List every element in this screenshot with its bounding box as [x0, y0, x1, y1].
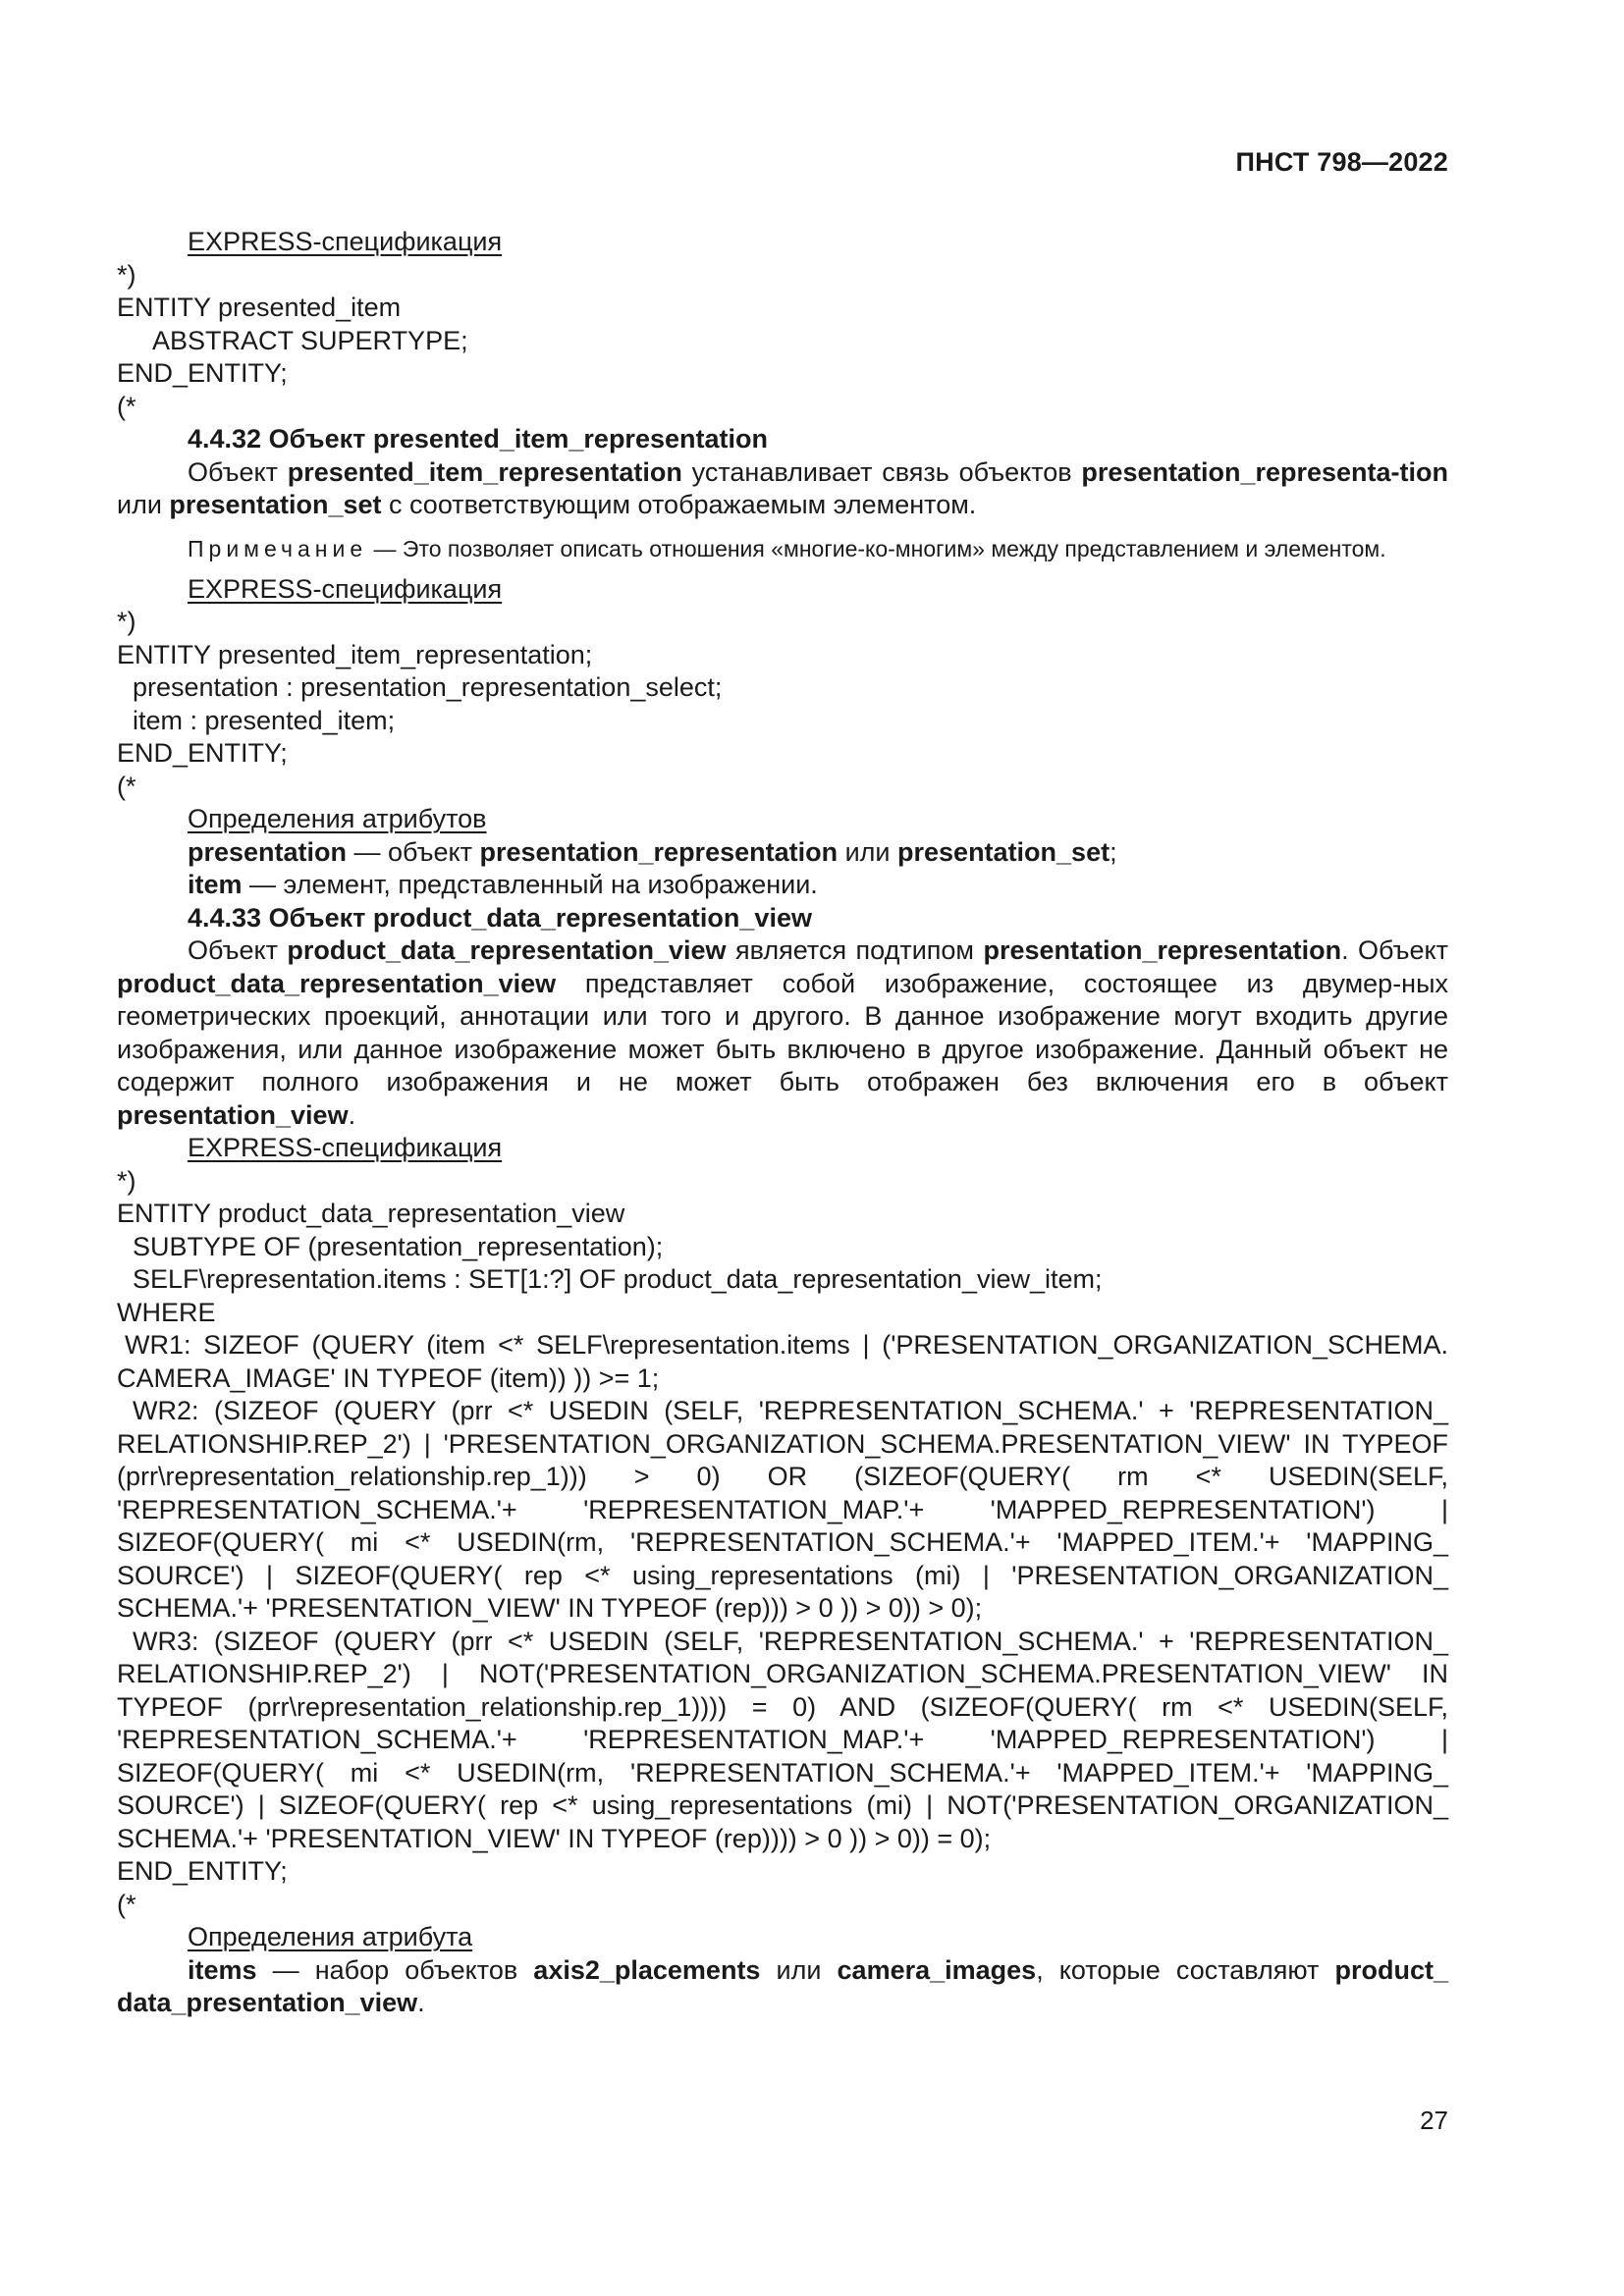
- code-line: item : presented_item;: [133, 705, 396, 735]
- note-paragraph: Примечание — Это позволяет описать отношения «многие-ко-многим» между представлением и элементом.: [188, 535, 1386, 561]
- where-rule-wr1: WR1: SIZEOF (QUERY (item <* SELF\representation.items | ('PRESENTATION_ORGANIZATION_SCHEMA. CAMERA_IMAGE' IN TYPEOF (item)) )) >= 1;: [117, 1330, 1448, 1393]
- code-line: *): [117, 607, 136, 636]
- section-heading-4-4-33: 4.4.33 Объект product_data_representation_view: [188, 902, 812, 933]
- code-line: ENTITY presented_item_representation;: [117, 639, 593, 669]
- attribute-definition: presentation — объект presentation_representation или presentation_set;: [188, 836, 1117, 867]
- code-line: (*: [117, 771, 136, 801]
- code-line: *): [117, 259, 136, 290]
- code-line: WHERE: [117, 1297, 216, 1327]
- section-4-4-32-paragraph: Объект presented_item_representation устанавливает связь объектов presentation_representa-tion или presentation_set с соответствующим отображаемым элементом.: [117, 456, 1449, 519]
- section-4-4-33-paragraph: Объект product_data_representation_view является подтипом presentation_representation. Объект product_data_representation_view представляет собой изображение, состоящее из двумер-ных геометрических проекций, аннотации или того и другого. В данное изображение могут входить другие изображения, или данное изображение может быть включено в другое изображение. Данный объект не содержит полного изображения и не может быть отображен без включения его в объект presentation_view.: [117, 935, 1448, 1130]
- where-rule-wr2: WR2: (SIZEOF (QUERY (prr <* USEDIN (SELF, 'REPRESENTATION_SCHEMA.' + 'REPRESENTATION_ RELATIONSHIP.REP_2') | 'PRESENTATION_ORGANIZATION_SCHEMA.PRESENTATION_VIEW' IN TYPEOF (prr\representation_relationship.rep_1))) > 0) OR (SIZEOF(QUERY( rm <* USEDIN(SELF, 'REPRESENTATION_SCHEMA.'+ 'REPRESENTATION_MAP.'+ 'MAPPED_REPRESENTATION') | SIZEOF(QUERY( mi <* USEDIN(rm, 'REPRESENTATION_SCHEMA.'+ 'MAPPED_ITEM.'+ 'MAPPING_ SOURCE') | SIZEOF(QUERY( rep <* using_representations (mi) | 'PRESENTATION_ORGANIZATION_ SCHEMA.'+ 'PRESENTATION_VIEW' IN TYPEOF (rep))) > 0 )) > 0)) > 0);: [117, 1396, 1448, 1623]
- express-spec-label: EXPRESS-спецификация: [188, 227, 503, 256]
- code-line: ENTITY presented_item: [117, 293, 402, 322]
- code-line: (*: [117, 391, 136, 421]
- code-line: ABSTRACT SUPERTYPE;: [152, 325, 468, 355]
- express-spec-label: EXPRESS-спецификация: [188, 1133, 503, 1162]
- attribute-definitions-title: Определения атрибута: [188, 1922, 473, 1951]
- code-line: END_ENTITY;: [117, 1856, 288, 1886]
- document-designation: ПНСТ 798—2022: [1235, 147, 1448, 177]
- section-heading-4-4-32: 4.4.32 Объект presented_item_representation: [188, 424, 768, 454]
- attribute-definition: item — элемент, представленный на изображении.: [188, 870, 818, 899]
- attribute-definition: items — набор объектов axis2_placements или camera_images, которые составляют product_ data_presentation_view.: [117, 1954, 1449, 2017]
- page-number: 27: [1420, 2106, 1448, 2135]
- attribute-definitions-title: Определения атрибутов: [188, 804, 487, 833]
- code-line: END_ENTITY;: [117, 738, 288, 768]
- where-rule-wr3: WR3: (SIZEOF (QUERY (prr <* USEDIN (SELF, 'REPRESENTATION_SCHEMA.' + 'REPRESENTATION_ RELATIONSHIP.REP_2') | NOT('PRESENTATION_ORGANIZATION_SCHEMA.PRESENTATION_VIEW' IN TYPEOF (prr\representation_relationship.rep_1)))) = 0) AND (SIZEOF(QUERY( rm <* USEDIN(SELF, 'REPRESENTATION_SCHEMA.'+ 'REPRESENTATION_MAP.'+ 'MAPPED_REPRESENTATION') | SIZEOF(QUERY( mi <* USEDIN(rm, 'REPRESENTATION_SCHEMA.'+ 'MAPPED_ITEM.'+ 'MAPPING_ SOURCE') | SIZEOF(QUERY( rep <* using_representations (mi) | NOT('PRESENTATION_ORGANIZATION_ SCHEMA.'+ 'PRESENTATION_VIEW' IN TYPEOF (rep)))) > 0 )) > 0)) = 0);: [117, 1626, 1448, 1853]
- code-line: (*: [117, 1889, 136, 1919]
- page-content: [117, 226, 1448, 2020]
- code-line: END_ENTITY;: [117, 358, 288, 388]
- code-line: SUBTYPE OF (presentation_representation);: [133, 1231, 664, 1261]
- express-spec-label: EXPRESS-спецификация: [188, 573, 503, 604]
- note-label: Примечание: [188, 535, 368, 561]
- code-line: SELF\representation.items : SET[1:?] OF product_data_representation_view_item;: [133, 1264, 1103, 1294]
- code-line: ENTITY product_data_representation_view: [117, 1199, 625, 1228]
- code-line: presentation : presentation_representation_select;: [133, 672, 723, 702]
- code-line: *): [117, 1165, 136, 1196]
